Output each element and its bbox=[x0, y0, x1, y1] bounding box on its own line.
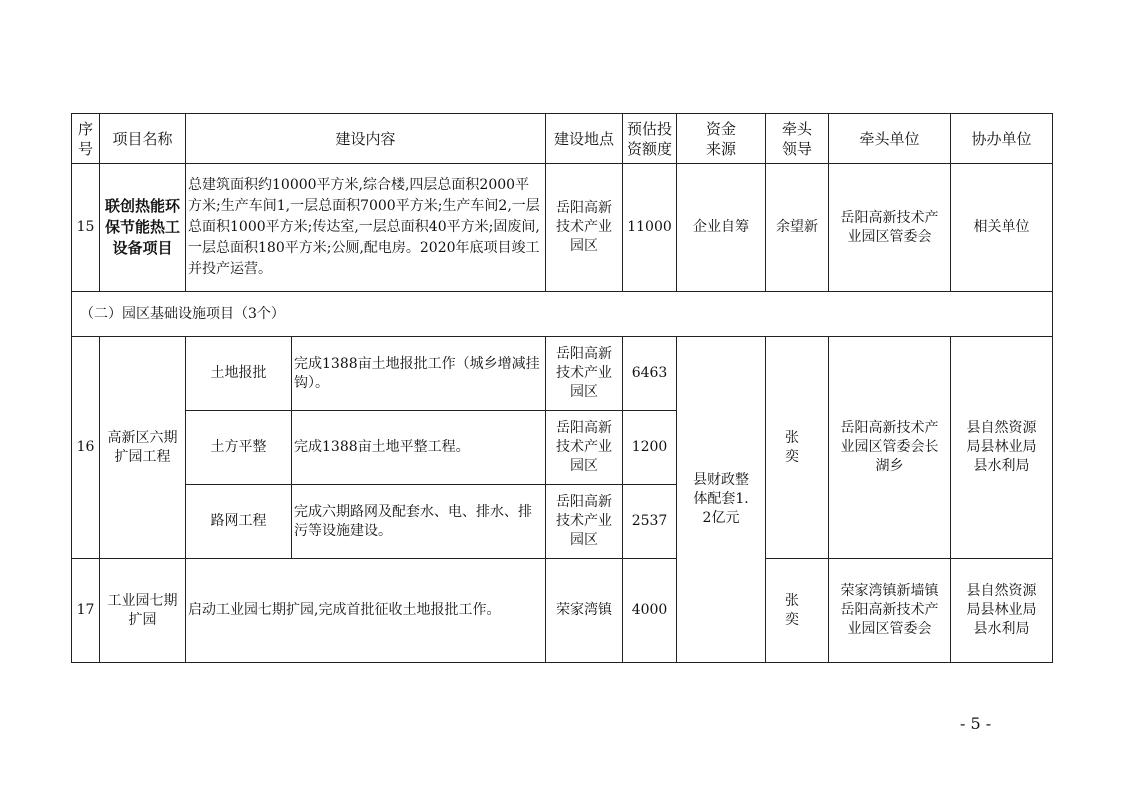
header-seq: 序号 bbox=[72, 114, 100, 164]
row16-lead-unit: 岳阳高新技术产业园区管委会长湖乡 bbox=[829, 337, 951, 559]
row15-lead-unit: 岳阳高新技术产业园区管委会 bbox=[829, 164, 951, 292]
row16-sub-content: 完成1388亩土地报批工作（城乡增减挂钩）。 bbox=[292, 337, 546, 411]
header-name: 项目名称 bbox=[100, 114, 186, 164]
project-table bbox=[71, 113, 1053, 663]
row17-assist-unit: 县自然资源局县林业局县水利局 bbox=[951, 559, 1053, 663]
row16-sub-location: 岳阳高新技术产业园区 bbox=[546, 485, 623, 559]
table-row-16a bbox=[72, 337, 1053, 411]
row16-sub-investment: 6463 bbox=[623, 337, 677, 411]
row17-leader: 张 奕 bbox=[766, 559, 829, 663]
row15-funding: 企业自筹 bbox=[677, 164, 766, 292]
header-content: 建设内容 bbox=[186, 114, 546, 164]
row15-assist-unit: 相关单位 bbox=[951, 164, 1053, 292]
row16-sub-location: 岳阳高新技术产业园区 bbox=[546, 337, 623, 411]
table-row-17 bbox=[72, 559, 1053, 663]
row16-sub-item: 路网工程 bbox=[186, 485, 292, 559]
row16-sub-investment: 1200 bbox=[623, 411, 677, 485]
row16-seq: 16 bbox=[72, 337, 100, 559]
section-heading: （二）园区基础设施项目（3个） bbox=[72, 292, 1053, 337]
header-location: 建设地点 bbox=[546, 114, 623, 164]
row17-name: 工业园七期扩园 bbox=[100, 559, 186, 663]
header-funding: 资金来源 bbox=[677, 114, 766, 164]
row17-lead-unit: 荣家湾镇新墙镇岳阳高新技术产业园区管委会 bbox=[829, 559, 951, 663]
header-assist-unit: 协办单位 bbox=[951, 114, 1053, 164]
row15-seq: 15 bbox=[72, 164, 100, 292]
header-leader: 牵头领导 bbox=[766, 114, 829, 164]
row15-location: 岳阳高新技术产业园区 bbox=[546, 164, 623, 292]
row15-name: 联创热能环保节能热工设备项目 bbox=[100, 164, 186, 292]
row16-funding: 县财政整体配套1.2亿元 bbox=[677, 337, 766, 663]
row16-sub-content: 完成1388亩土地平整工程。 bbox=[292, 411, 546, 485]
row17-investment: 4000 bbox=[623, 559, 677, 663]
header-investment: 预估投资额度 bbox=[623, 114, 677, 164]
section-row bbox=[72, 292, 1053, 337]
row16-sub-item: 土地报批 bbox=[186, 337, 292, 411]
row15-investment: 11000 bbox=[623, 164, 677, 292]
row17-content: 启动工业园七期扩园,完成首批征收土地报批工作。 bbox=[186, 559, 546, 663]
row15-content: 总建筑面积约10000平方米,综合楼,四层总面积2000平方米;生产车间1,一层总面积7000平方米;生产车间2,一层总面积1000平方米;传达室,一层总面积40平方米;固废间,一层总面积180平方米;公厕,配电房。2020年底项目竣工并投产运营。 bbox=[186, 164, 546, 292]
header-row bbox=[72, 114, 1053, 164]
row15-leader: 余望新 bbox=[766, 164, 829, 292]
row16-sub-location: 岳阳高新技术产业园区 bbox=[546, 411, 623, 485]
header-lead-unit: 牵头单位 bbox=[829, 114, 951, 164]
page-number: - 5 - bbox=[960, 714, 992, 733]
row17-seq: 17 bbox=[72, 559, 100, 663]
row17-location: 荣家湾镇 bbox=[546, 559, 623, 663]
row16-name: 高新区六期扩园工程 bbox=[100, 337, 186, 559]
row16-leader: 张 奕 bbox=[766, 337, 829, 559]
row16-sub-content: 完成六期路网及配套水、电、排水、排污等设施建设。 bbox=[292, 485, 546, 559]
table-row-15 bbox=[72, 164, 1053, 292]
row16-sub-item: 土方平整 bbox=[186, 411, 292, 485]
row16-assist-unit: 县自然资源局县林业局县水利局 bbox=[951, 337, 1053, 559]
row16-sub-investment: 2537 bbox=[623, 485, 677, 559]
